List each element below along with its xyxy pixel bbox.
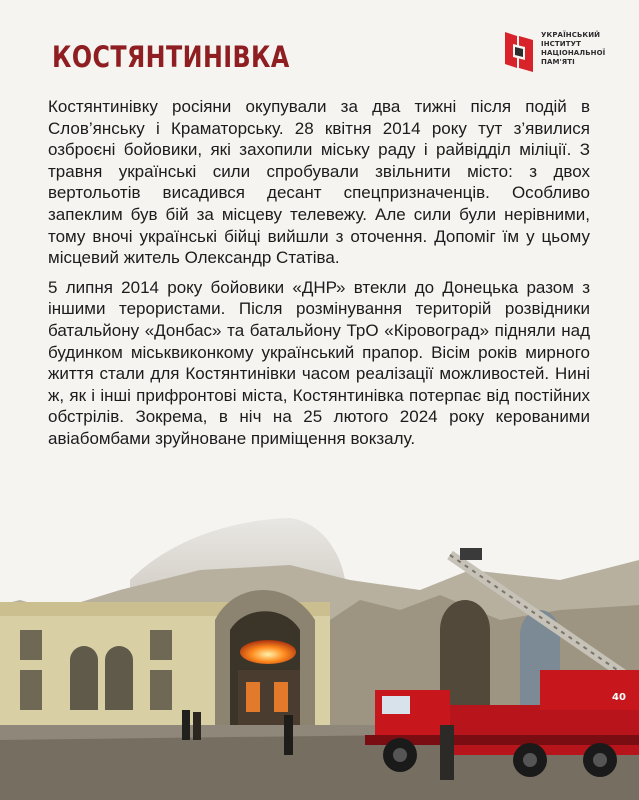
logo-line: УКРАЇНСЬКИЙ (541, 31, 601, 39)
paragraph: 5 липня 2014 року бойовики «ДНР» втекли до Донецька разом з іншими терористами. Після розмінування територій розвідники батальйону «Донбас» та батальйону ТрО «Кіровоград» підняли над будинком міськвиконкому український прапор. Вісім років мирного життя стали для Костянтинівки часом реалізації можливостей. Нині ж, як і інші прифронтові міста, Костянтинівка потерпає від постійних обстрілів. Зокрема, в ніч на 25 лютого 2024 року керованими авіабомбами зруйноване приміщення вокзалу. (48, 277, 590, 448)
paragraph: Костянтинівку росіяни окупували за два тижні після подій в Слов’янську і Краматорську. 28 квітня 2014 року тут з’явилися озброєні бойовики, які захопили міську раду і райвідділ міліції. З травня українські сили спробували звільнити місто: з двох вертольотів висадився десант спецпризначенців. Особливо запеклим був бій за місцеву телевежу. Але сили були нерівними, тому вночі українські бійці вийшли з оточення. Допоміг їм у цьому місцевий житель Олександр Статіва. (48, 97, 590, 268)
destroyed-station-photo (0, 510, 639, 800)
logo-text (541, 31, 621, 67)
logo-line: ПАМ'ЯТІ (541, 58, 575, 66)
page-title: КОСТЯНТИНІВКА (52, 40, 290, 74)
firefighter (440, 725, 454, 780)
logo-line: НАЦІОНАЛЬНОЇ (541, 49, 606, 57)
article-body (48, 96, 590, 458)
institute-logo (505, 30, 615, 74)
fire (240, 640, 296, 664)
logo-line: ІНСТИТУТ (541, 40, 581, 48)
logo-mark-icon (505, 30, 537, 72)
firefighter (182, 710, 190, 740)
truck-number: 40 (612, 692, 626, 703)
